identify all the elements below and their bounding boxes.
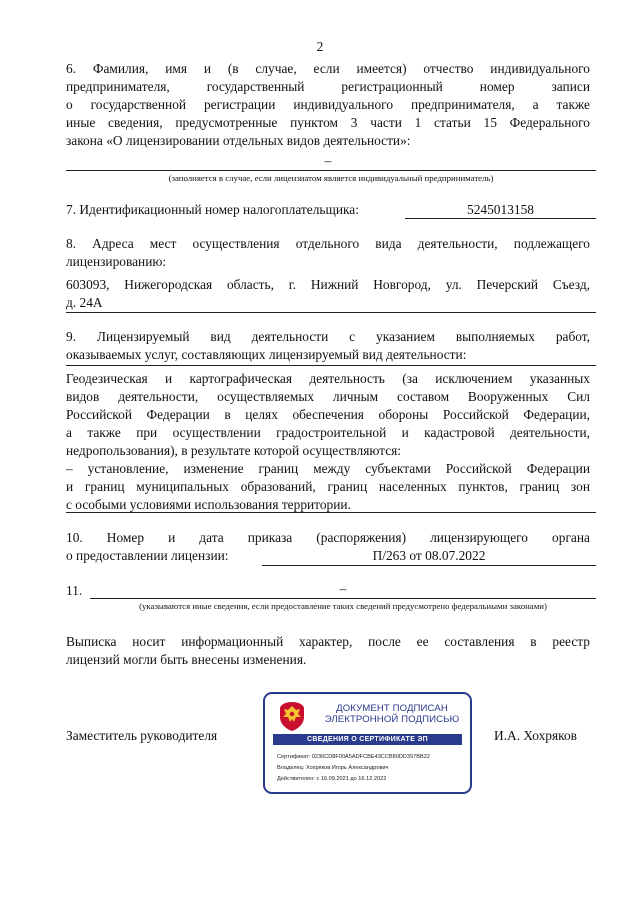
item-6-line: 6. Фамилия, имя и (в случае, если имеется) отчество индивидуального [66, 61, 590, 76]
item-9-value-line: видов деятельности, осуществляемых личным составом Вооруженных Сил [66, 389, 590, 404]
coat-of-arms-icon [277, 700, 307, 732]
certificate-owner: Владелец: Хохряков Игорь Александрович [277, 765, 389, 771]
stamp-title-line: ЭЛЕКТРОННОЙ ПОДПИСЬЮ [324, 714, 460, 725]
page-number: 2 [316, 39, 324, 54]
item-7-label: 7. Идентификационный номер налогоплательщика: [66, 202, 359, 217]
certificate-info-bar: СВЕДЕНИЯ О СЕРТИФИКАТЕ ЭП [273, 734, 462, 745]
stamp-title-line: ДОКУМЕНТ ПОДПИСАН [336, 703, 448, 714]
item-8-value [66, 276, 590, 312]
electronic-signature-stamp [263, 692, 472, 794]
item-11-caption: (указываются иные сведения, если предоставление таких сведений предусмотрено федеральными законами) [139, 601, 547, 611]
item-9-line: 9. Лицензируемый вид деятельности с указанием выполняемых работ, [66, 329, 590, 344]
stamp-title [319, 703, 465, 725]
item-10-label: о предоставлении лицензии: [66, 548, 229, 563]
item-9-label-underline [66, 365, 596, 366]
item-9-line: оказываемых услуг, составляющих лицензируемый вид деятельности: [66, 347, 467, 362]
item-10-underline [262, 565, 596, 566]
item-9-value [66, 370, 590, 514]
item-9-value-line: – установление, изменение границ между субъектами Российской Федерации [66, 461, 590, 476]
item-6-underline [66, 170, 596, 171]
item-9-value-line: недропользования), в результате которой осуществляются: [66, 443, 402, 458]
item-9-value-line: а также при осуществлении градостроительной и кадастровой деятельности, [66, 425, 590, 440]
item-11-value: – [339, 581, 347, 596]
item-9-value-line: и границ муниципальных образований, границ населенных пунктов, границ зон [66, 479, 590, 494]
note-line: лицензий могли быть внесены изменения. [66, 652, 307, 667]
signatory-name: И.А. Хохряков [494, 728, 577, 743]
item-6-text [66, 60, 590, 150]
signatory-position: Заместитель руководителя [66, 728, 218, 743]
item-7-value: 5245013158 [467, 202, 534, 217]
item-11-underline [90, 598, 596, 599]
item-9-value-line: Российской Федерации в целях обеспечения обороны Российской Федерации, [66, 407, 590, 422]
item-9-value-line: Геодезическая и картографическая деятельность (за исключением указанных [66, 371, 590, 386]
item-9-text [66, 328, 590, 364]
item-6-caption: (заполняется в случае, если лицензиатом является индивидуальный предприниматель) [168, 173, 494, 183]
item-6-value: – [324, 153, 332, 168]
item-8-value-line: д. 24А [66, 295, 103, 310]
item-7-underline [405, 218, 596, 219]
certificate-validity: Действителен: с 16.09.2021 до 16.12.2022 [277, 776, 387, 782]
item-6-line: иные сведения, предусмотренные пунктом 3 части 1 статьи 15 Федерального [66, 115, 590, 130]
extract-note [66, 633, 590, 669]
item-11-label: 11. [66, 583, 83, 598]
certificate-serial: Сертификат: 0236CD8F00A5ADFCBE43CCB80DD397BB22 [277, 754, 430, 760]
item-8-text [66, 235, 590, 271]
item-9-value-line: с особыми условиями использования территории. [66, 497, 351, 512]
note-line: Выписка носит информационный характер, после ее составления в реестр [66, 634, 590, 649]
item-6-line: закона «О лицензировании отдельных видов деятельности»: [66, 133, 411, 148]
item-6-line: о государственной регистрации индивидуального предпринимателя, а также [66, 97, 590, 112]
item-9-underline [66, 512, 596, 513]
item-6-line: предпринимателя, государственный регистрационный номер записи [66, 79, 590, 94]
item-10-line: 10. Номер и дата приказа (распоряжения) лицензирующего органа [66, 530, 590, 545]
item-8-underline [66, 312, 596, 313]
item-8-value-line: 603093, Нижегородская область, г. Нижний Новгород, ул. Печерский Съезд, [66, 277, 590, 292]
item-8-line: 8. Адреса мест осуществления отдельного вида деятельности, подлежащего [66, 236, 590, 251]
item-10-value: П/263 от 08.07.2022 [372, 548, 486, 563]
item-8-line: лицензированию: [66, 254, 167, 269]
